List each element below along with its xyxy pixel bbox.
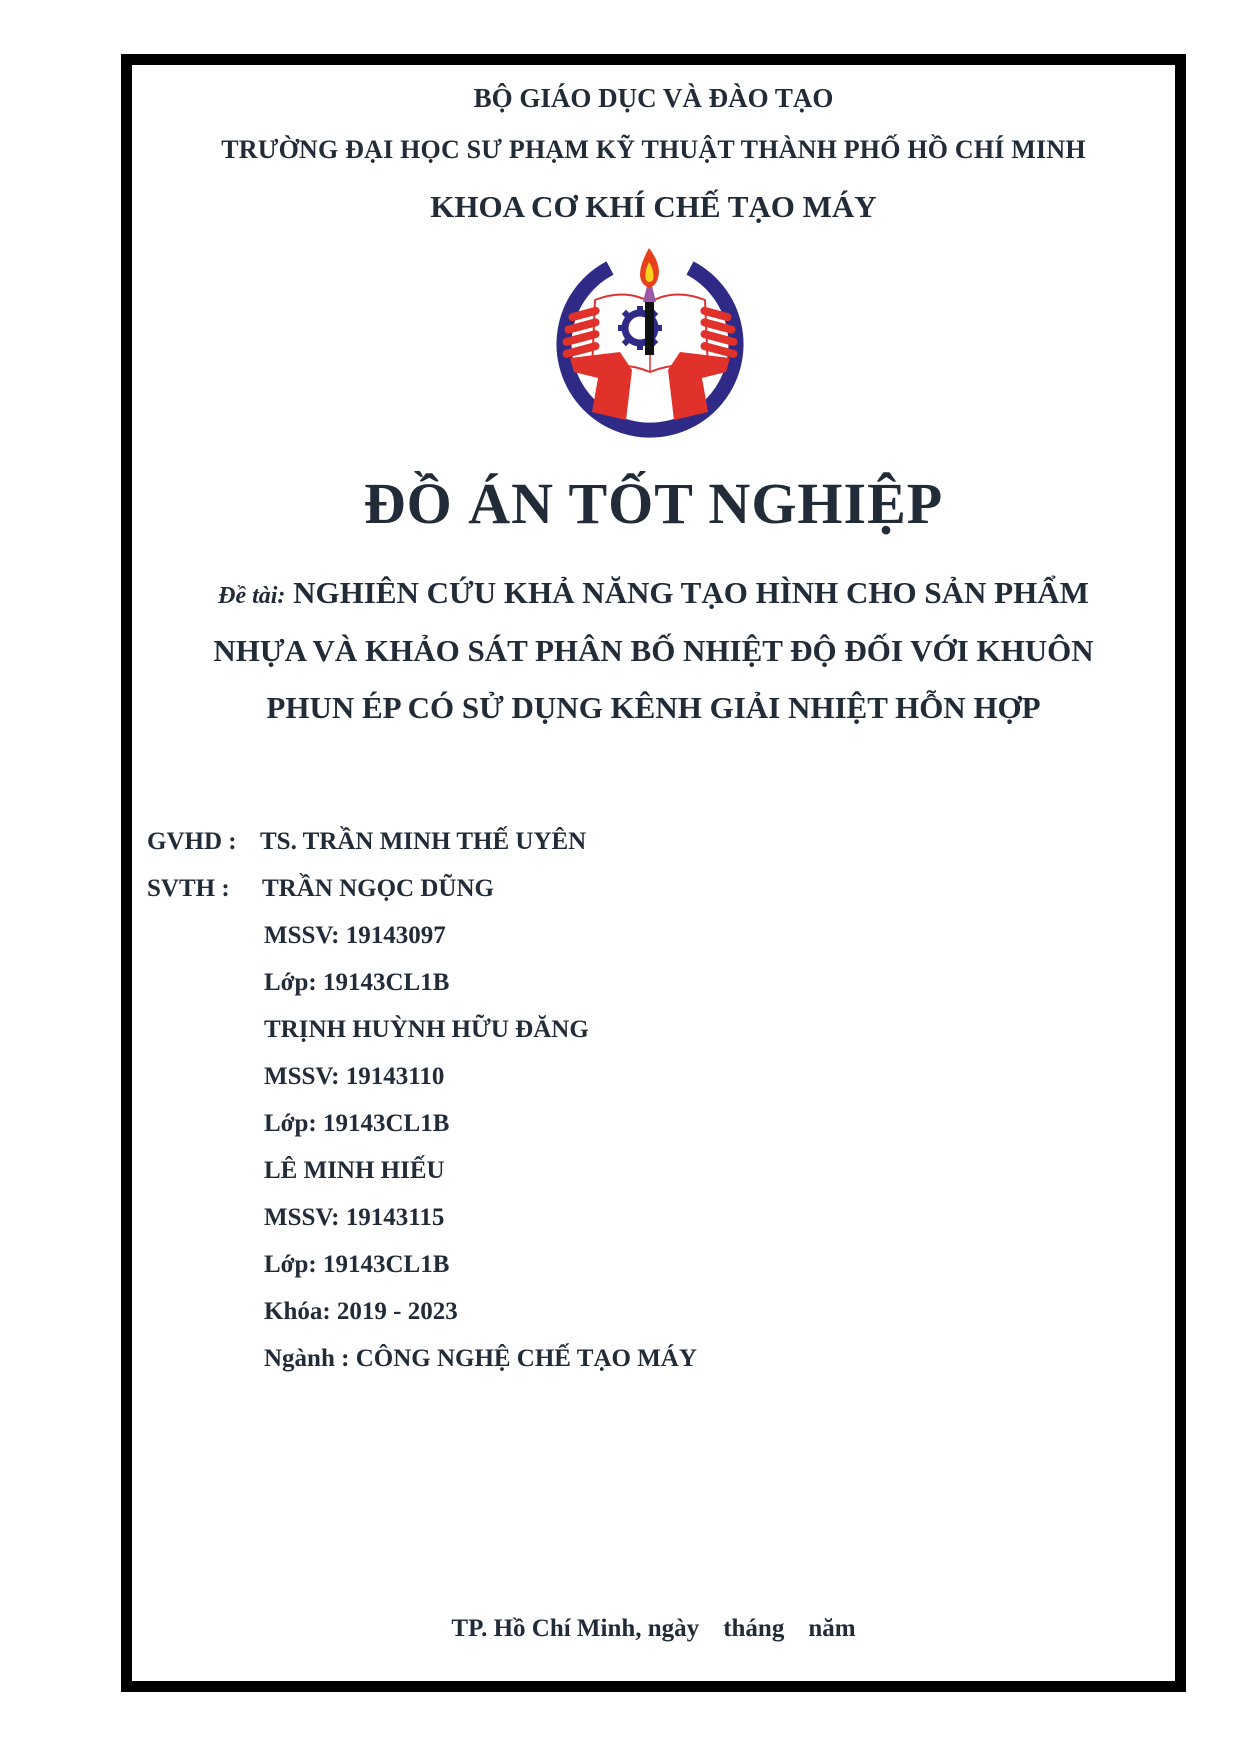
major-row	[264, 1345, 697, 1373]
university-logo-icon	[550, 240, 750, 440]
footer-month: tháng	[723, 1615, 785, 1642]
students-label: SVTH :	[147, 875, 230, 902]
student-3-class: Lớp: 19143CL1B	[264, 1251, 450, 1278]
footer-year: năm	[808, 1615, 856, 1642]
advisor-label: GVHD :	[147, 828, 237, 855]
major-label: Ngành :	[264, 1345, 350, 1372]
document-title: ĐỒ ÁN TỐT NGHIỆP	[363, 471, 944, 536]
subject-line-1	[132, 575, 1175, 611]
student-2-name: TRỊNH HUỲNH HỮU ĐĂNG	[264, 1016, 589, 1043]
subject-label: Đề tài:	[218, 583, 286, 609]
student-1-class: Lớp: 19143CL1B	[264, 969, 450, 996]
subject-line-2: NHỰA VÀ KHẢO SÁT PHÂN BỐ NHIỆT ĐỘ ĐỐI VỚI KHUÔN	[213, 633, 1094, 668]
student-2-class: Lớp: 19143CL1B	[264, 1110, 450, 1137]
footer-place: TP. Hồ Chí Minh, ngày	[451, 1615, 700, 1642]
subject-line-3: PHUN ÉP CÓ SỬ DỤNG KÊNH GIẢI NHIỆT HỖN HỢP	[266, 690, 1041, 725]
student-2-id: MSSV: 19143110	[264, 1063, 445, 1090]
student-3-id: MSSV: 19143115	[264, 1204, 445, 1231]
student-3-name: LÊ MINH HIẾU	[264, 1157, 445, 1184]
faculty-heading: KHOA CƠ KHÍ CHẾ TẠO MÁY	[430, 189, 877, 224]
footer-date-line	[132, 1615, 1175, 1643]
advisor-name: TS. TRẦN MINH THẾ UYÊN	[260, 828, 587, 855]
course-years: Khóa: 2019 - 2023	[264, 1298, 458, 1325]
major-value: CÔNG NGHỆ CHẾ TẠO MÁY	[355, 1345, 697, 1372]
student-1-name: TRẦN NGỌC DŨNG	[262, 875, 494, 902]
page-border	[121, 54, 1186, 1692]
student-1-id: MSSV: 19143097	[264, 922, 446, 949]
ministry-heading: BỘ GIÁO DỤC VÀ ĐÀO TẠO	[473, 83, 834, 113]
subject-text-1: NGHIÊN CỨU KHẢ NĂNG TẠO HÌNH CHO SẢN PHẨM	[293, 575, 1089, 610]
university-heading: TRƯỜNG ĐẠI HỌC SƯ PHẠM KỸ THUẬT THÀNH PHỐ HỒ CHÍ MINH	[221, 135, 1086, 164]
